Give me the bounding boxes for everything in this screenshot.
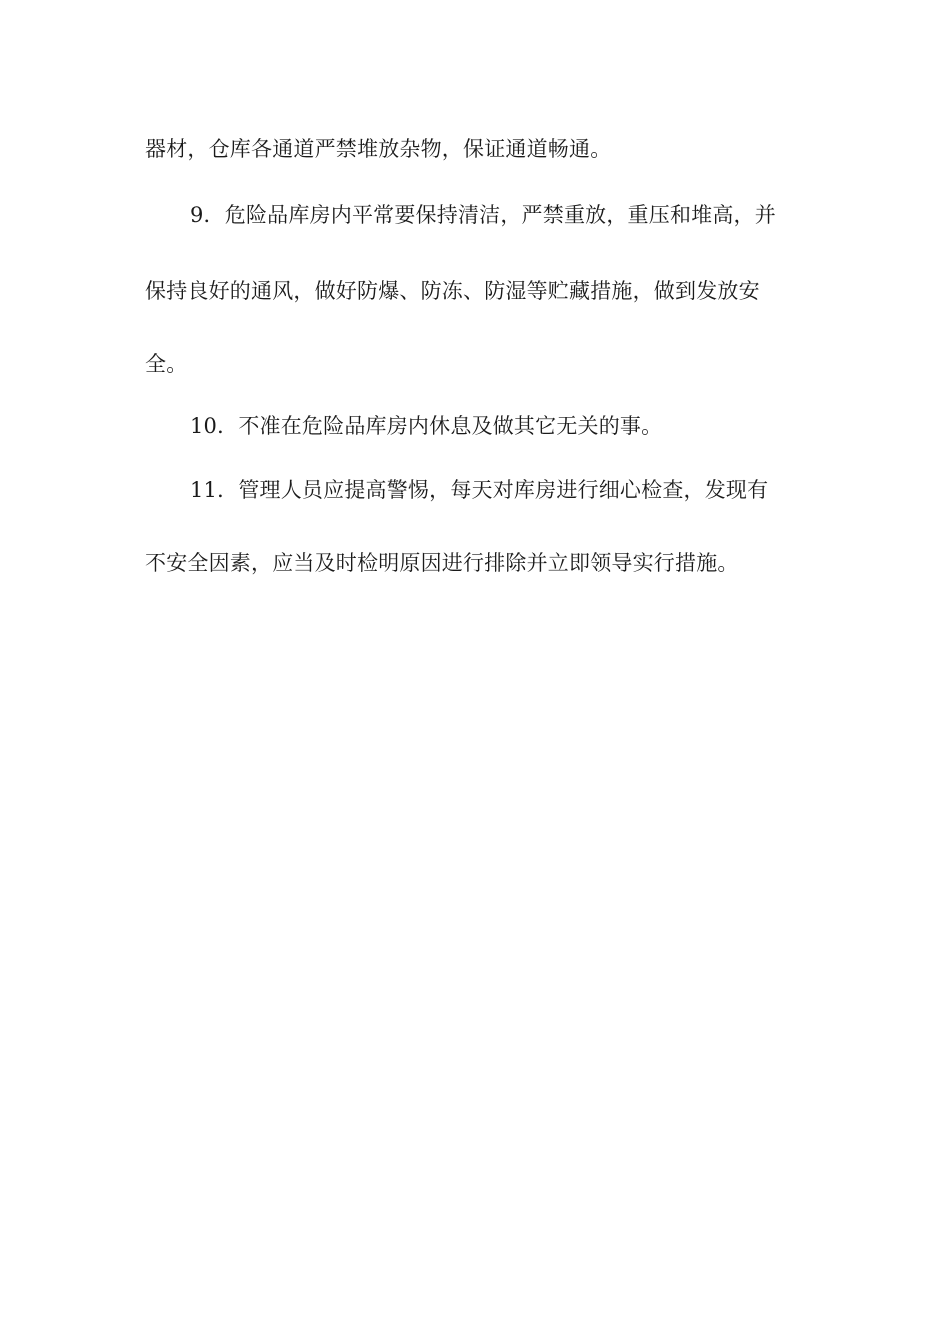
paragraph-line: 10．不准在危险品库房内休息及做其它无关的事。 bbox=[190, 414, 663, 438]
paragraph-line: 器材，仓库各通道严禁堆放杂物，保证通道畅通。 bbox=[145, 137, 612, 161]
paragraph-line: 11．管理人员应提高警惕，每天对库房进行细心检查，发现有 bbox=[190, 478, 769, 502]
paragraph-line: 保持良好的通风，做好防爆、防冻、防湿等贮藏措施，做到发放安 bbox=[145, 279, 760, 303]
paragraph-line: 不安全因素，应当及时检明原因进行排除并立即领导实行措施。 bbox=[145, 551, 739, 575]
paragraph-line: 全。 bbox=[145, 352, 188, 376]
paragraph-line: 9．危险品库房内平常要保持清洁，严禁重放，重压和堆高，并 bbox=[190, 203, 776, 227]
